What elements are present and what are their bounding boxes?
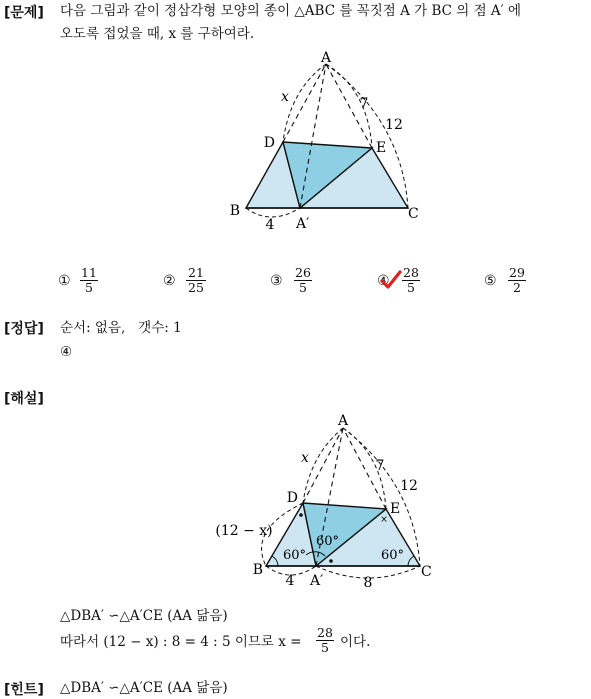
explanation-line2-post: 이다.	[340, 634, 371, 650]
explanation-figure	[212, 410, 444, 590]
choice-2-num: 21	[186, 266, 206, 281]
label-a: A	[337, 413, 349, 429]
label-d: D	[286, 490, 298, 506]
label-seven: 7	[375, 458, 385, 474]
problem-text-line1: 다음 그림과 같이 정삼각형 모양의 종이 △ABC 를 꼭짓점 A 가 BC 의 점 A′ 에	[60, 3, 522, 19]
label-d: D	[263, 135, 275, 151]
label-angle-a: 60°	[316, 534, 340, 549]
label-b: B	[229, 203, 240, 219]
label-angle-c: 60°	[381, 548, 405, 563]
choice-4-num: 28	[403, 265, 419, 280]
label-x: x	[301, 450, 309, 466]
problem-tag: [문제]	[4, 5, 44, 21]
hint-line: △DBA′ ∽△A′CE (AA 닮음)	[60, 680, 228, 696]
label-c: C	[421, 564, 432, 580]
label-a-prime: A′	[296, 216, 310, 232]
choice-4-marker[interactable]: ④	[377, 273, 390, 289]
label-seven: 7	[359, 96, 369, 112]
label-four: 4	[265, 217, 275, 233]
hint-tag: [힌트]	[4, 682, 44, 698]
choice-3-fraction	[294, 266, 312, 295]
explanation-line1: △DBA′ ∽△A′CE (AA 닮음)	[60, 608, 228, 624]
choice-5-marker[interactable]: ⑤	[484, 273, 497, 289]
label-twelve-minus-x: (12 − x)	[215, 523, 273, 539]
choice-1-fraction	[80, 266, 98, 295]
label-a: A	[320, 50, 332, 66]
answer-line: 순서: 없음, 갯수: 1	[60, 320, 182, 336]
check-mark-icon	[380, 270, 402, 290]
label-b: B	[252, 562, 263, 578]
choice-5-den: 2	[513, 280, 521, 295]
explanation-line2-pre: 따라서 (12 − x) : 8 = 4 : 5 이므로 x =	[60, 634, 302, 650]
label-twelve: 12	[400, 478, 418, 494]
label-twelve: 12	[385, 117, 403, 133]
answer-value: ④	[60, 344, 73, 360]
label-angle-b: 60°	[283, 548, 307, 563]
choice-5-fraction	[508, 266, 526, 295]
explanation-fraction	[316, 626, 334, 655]
problem-text-line2: 오도록 접었을 때, x 를 구하여라.	[60, 26, 255, 42]
choice-1-marker[interactable]: ①	[58, 273, 71, 289]
label-e: E	[390, 501, 401, 517]
explanation-tag: [해설]	[4, 391, 44, 407]
choice-1-num: 11	[81, 265, 97, 280]
choice-2-den: 25	[188, 280, 204, 295]
choice-3-num: 26	[295, 265, 311, 280]
label-a-prime: A′	[310, 573, 324, 589]
svg-text:×: ×	[380, 515, 388, 525]
problem-figure	[220, 46, 430, 236]
choice-4-den: 5	[407, 280, 415, 295]
label-c: C	[408, 206, 419, 222]
label-x: x	[281, 89, 289, 105]
label-eight: 8	[363, 575, 373, 590]
label-four: 4	[285, 573, 295, 589]
choice-2-marker[interactable]: ②	[163, 273, 176, 289]
choice-1-den: 5	[85, 280, 93, 295]
choice-4-fraction	[402, 266, 420, 295]
choice-3-den: 5	[299, 280, 307, 295]
explanation-fraction-den: 5	[321, 640, 329, 655]
answer-tag: [정답]	[4, 321, 44, 337]
choice-5-num: 29	[509, 265, 525, 280]
choice-2-fraction	[186, 266, 206, 295]
choice-3-marker[interactable]: ③	[270, 273, 283, 289]
label-e: E	[376, 140, 387, 156]
explanation-fraction-num: 28	[317, 625, 333, 640]
